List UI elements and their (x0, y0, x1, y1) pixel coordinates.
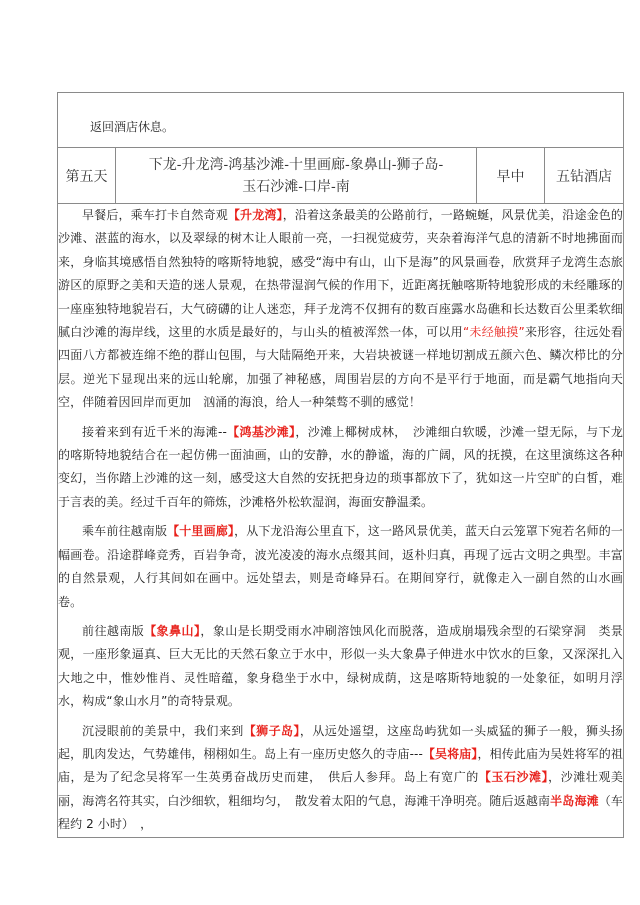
paragraph-text: 来形容，往远处看四面八方都被连绵不绝的群山包围，与大陆隔绝开来，大岩块被谜一样地切割成五颜六色、鳞次栉比的分层。逆光下显现出来的远山轮廓，加强了神秘感，周围岩层的方向不是平行于地面，而是霸气地指向天空，伴随着因回岸而更加 汹涌的海浪，给人一种桀骜不驯的感觉！ (58, 325, 624, 410)
day-route-line-1: 下龙-升龙湾-鸿基沙滩-十里画廊-象鼻山-狮子岛- (148, 156, 444, 173)
day-hotel: 五钻酒店 (545, 148, 624, 204)
highlighted-attraction: 【玉石沙滩】 (478, 770, 549, 785)
highlighted-attraction: 【升龙湾】 (227, 208, 283, 222)
day-route-line-2: 玉石沙滩-口岸-南 (242, 178, 350, 195)
description-paragraph (58, 720, 623, 837)
day-header-row (58, 148, 624, 204)
itinerary-table (57, 92, 624, 838)
highlighted-attraction: 【狮子岛】 (243, 723, 300, 738)
day-description (58, 204, 623, 837)
paragraph-text: ，相传此庙为吴姓将军的祖庙，是为了纪念吴将军一生英勇奋战历史而建， 供后人参拜。岛上有宽广的 (58, 746, 624, 785)
paragraph-text: ，从下龙沿海公里直下，这一路风景优美，蓝天白云笼罩下宛若名师的一幅画卷。沿途群峰竞秀，百岩争奇，波光凌凌的海水点缀其间，返朴归真，再现了远古文明之典型。丰富的自然景观，人行其间如在画中。远处望去，则是奇峰异石。在期间穿行，就像走入一副自然的山水画卷。 (58, 524, 624, 609)
description-paragraph (58, 204, 623, 415)
day-description-row (58, 204, 624, 838)
paragraph-text: 早餐后，乘车打卡自然奇观 (82, 208, 228, 222)
paragraph-text: 接着来到有近千米的海滩-- (82, 424, 227, 439)
paragraph-text: ，沿着这条最美的公路前行，一路蜿蜒，风景优美，沿途金色的沙滩、湛蓝的海水，以及翠绿的树木让人眼前一亮，一扫视觉疲劳，夹杂着海洋气息的清新不时地拂面而来，身临其境感悟自然独特的喀斯特地貌，感受“海中有山，山下是海”的风景画卷，欣赏拜子龙湾生态旅游区的原野之美和天造的迷人景观，在热带湿润气候的作用下，近距离抚触喀斯特地貌形成的未经雕琢的一座座独特地貌岩石，大气磅礴的让人迷恋，拜子龙湾不仅拥有的数百座露水岛礁和长达数百公里柔软细腻白沙滩的海岸线，这里的水质是最好的，与山头的植被浑然一体，可以用 (58, 208, 624, 340)
paragraph-text: ，沙滩壮观美丽，海湾名符其实，白沙细软，粗细均匀， 散发着太阳的气息，海滩干净明亮。随后返越南 (58, 770, 624, 808)
paragraph-text: （车程约 2 小时） ， (58, 793, 624, 832)
day-label: 第五天 (58, 148, 116, 204)
previous-day-cell (58, 93, 624, 148)
highlighted-phrase: “未经触摸” (462, 325, 525, 340)
itinerary-page (57, 92, 623, 838)
paragraph-text: ，沙滩上椰树成林， 沙滩细白软暖，沙滩一望无际，与下龙的喀斯特地貌结合在一起仿佛一面油画，山的安静，水的静谧，海的广阔，风的抚摸，在这里演练这各种变幻，当你踏上沙滩的这一刻，感受这大自然的安抚把身边的琐事都放下了，犹如这一片空旷的白皙，难于言表的美。经过千百年的筛炼，沙滩格外松软湿润，海面安静温柔。 (58, 424, 624, 509)
highlighted-attraction: 【象鼻山】 (144, 623, 201, 638)
highlighted-attraction: 【鸿基沙滩】 (226, 424, 296, 439)
paragraph-text: 沉浸眼前的美景中，我们来到 (82, 723, 244, 738)
description-paragraph (58, 421, 623, 515)
paragraph-text: ，象山是长期受雨水冲刷溶蚀风化而脱落，造成崩塌残余型的石梁穿洞 类景观，一座形象逼真、巨大无比的天然石象立于水中，形似一头大象鼻子伸进水中饮水的巨象，又深深扎入大地之中，惟妙惟肖、灵性暗蕴，象身稳坐于水中，绿树成荫，这是喀斯特地貌的一处象征，如明月浮水，构成“象山水月”的奇特景观。 (58, 623, 624, 709)
highlighted-attraction: 【十里画廊】 (167, 524, 235, 539)
day-route (116, 148, 477, 204)
highlighted-attraction: 【吴将庙】 (422, 746, 478, 761)
previous-day-closing-text: 返回酒店休息。 (90, 119, 175, 134)
previous-day-row (58, 93, 624, 148)
paragraph-text: 乘车前往越南版 (82, 524, 168, 539)
description-paragraph (58, 620, 623, 714)
description-paragraph (58, 520, 623, 614)
paragraph-text: ，从远处遥望，这座岛屿犹如一头威猛的狮子一般，狮头扬起，肌肉发达，气势雄伟，栩栩如生。岛上有一座历史悠久的寺庙--- (58, 723, 623, 761)
paragraph-text: 前往越南版 (82, 623, 145, 638)
day-description-cell (58, 204, 624, 838)
highlighted-attraction: 半岛海滩 (550, 793, 599, 808)
day-meals: 早中 (477, 148, 545, 204)
